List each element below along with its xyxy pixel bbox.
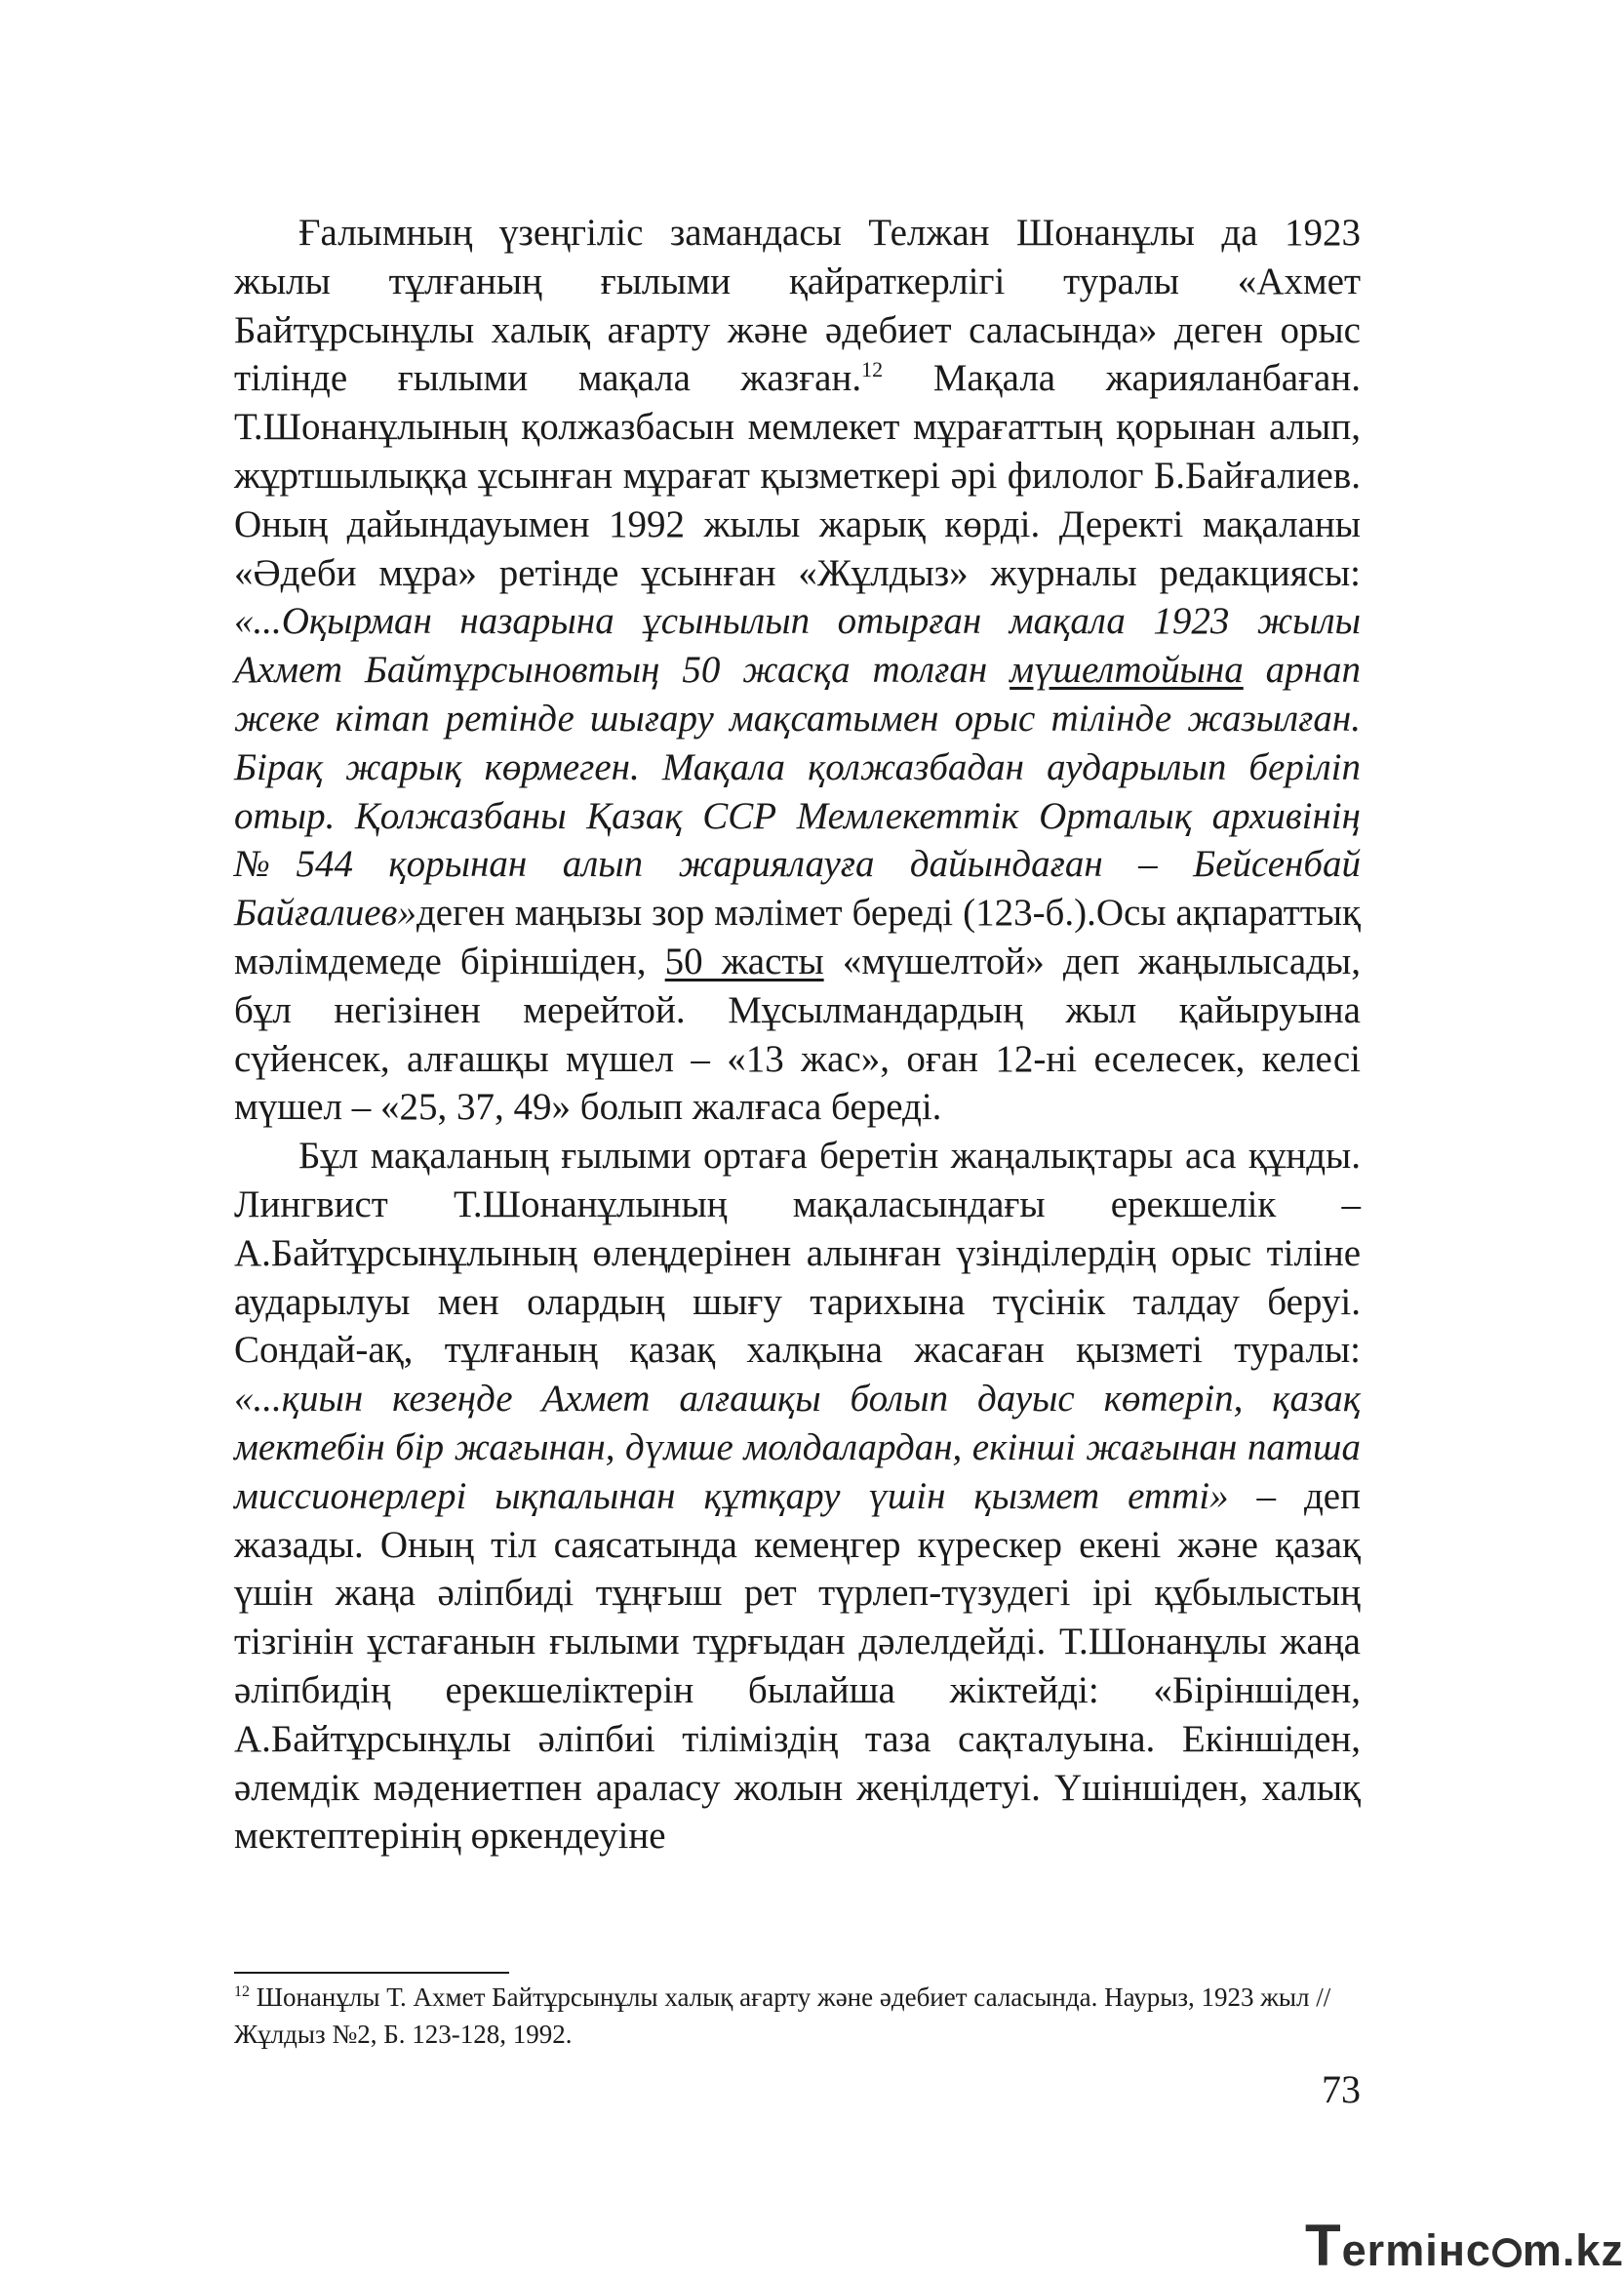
footnote-divider xyxy=(234,1972,509,1974)
footnote-reference[interactable]: 12 xyxy=(861,357,884,382)
paragraph-1-quote-2: арнап жеке кітап ретінде шығару мақсатымен орыс тілінде жазылған. Бірақ жарық көрмеген. Мақала қолжазбадан аударылып беріліп отыр. Қолжазбаны Қазақ ССР Мемлекеттік Орталық архивінің №544 қорынан алып жариялауға дайындаған – Бейсенбай Байғалиев» xyxy=(234,649,1361,935)
site-watermark-logo xyxy=(1305,2213,1624,2278)
footnote xyxy=(234,1979,1361,2053)
watermark-text-2: m.kz xyxy=(1522,2225,1624,2275)
page-body xyxy=(234,209,1361,1861)
watermark-text-1: ermінс xyxy=(1341,2225,1491,2275)
watermark-letter-t: T xyxy=(1305,2213,1342,2278)
paragraph-1 xyxy=(234,209,1361,1132)
paragraph-2-quote: «...қиын кезеңде Ахмет алғашқы болып дауыс көтеріп, қазақ мектебін бір жағынан, дүмше молдалардан, екінші жағынан патша миссионерлері ықпалынан құтқару үшін қызмет етті» xyxy=(234,1378,1361,1517)
paragraph-1-quote-1: «...Оқырман назарына ұсынылып отырған мақала 1923 жылы Ахмет Байтұрсыновтың 50 жасқа толған xyxy=(234,600,1361,692)
page-number: 73 xyxy=(1322,2067,1361,2111)
paragraph-1-text-2: Мақала жарияланбаған. Т.Шонанұлының қолжазбасын мемлекет мұрағаттың қорынан алып, жұртшылыққа ұсынған мұрағат қызметкері әрі филолог Б.Байғалиев. Оның дайындауымен 1992 жылы жарық көрді. Деректі мақаланы «Әдеби мұра» ретінде ұсынған «Жұлдыз» журналы редакциясы: xyxy=(234,357,1361,594)
paragraph-1-text-4: «мүшелтой» деп жаңылысады, бұл негізінен мерейтой. Мұсылмандардың жыл қайыруына сүйенсек, алғашқы мүшел – «13 жас», оған 12-ні еселесек, келесі мүшел – «25, 37, 49» болып жалғаса береді. xyxy=(234,940,1362,1129)
footnote-text: Шонанұлы Т. Ахмет Байтұрсынұлы халық ағарту және әдебиет саласында. Наурыз, 1923 жыл // Жұлдыз №2, Б. 123-128, 1992. xyxy=(234,1982,1331,2049)
paragraph-1-underlined: 50 жасты xyxy=(664,940,824,982)
footnote-marker: 12 xyxy=(234,1983,250,2000)
paragraph-2-text-2: – деп жазады. Оның тіл саясатында кемеңгер күрескер екені және қазақ үшін жаңа әліпбиді тұңғыш рет түрлеп-түзудегі ірі құбылыстың тізгінін ұстағанын ғылыми тұрғыдан дәлелдейді. Т.Шонанұлы жаңа әліпбидің ерекшеліктерін былайша жіктейді: «Біріншіден, А.Байтұрсынұлы әліпбиі тіліміздің таза сақталуына. Екіншіден, әлемдік мәдениетпен араласу жолын жеңілдетуі. Үшіншіден, халық мектептерінің өркендеуіне xyxy=(234,1474,1361,1858)
paragraph-2 xyxy=(234,1132,1361,1861)
paragraph-2-text-1: Бұл мақаланың ғылыми ортаға беретін жаңалықтары аса құнды. Лингвист Т.Шонанұлының мақаласындағы ерекшелік – А.Байтұрсынұлының өлеңдерінен алынған үзінділердің орыс тіліне аударылуы мен олардың шығу тарихына түсінік талдау беруі. Сондай-ақ, тұлғаның қазақ халқына жасаған қызметі туралы: xyxy=(234,1135,1361,1372)
paragraph-1-text-3: деген маңызы зор мәлімет береді (123-б.).Осы ақпараттық мәлімдемеде біріншіден, xyxy=(234,892,1361,982)
paragraph-1-text-1: Ғалымның үзеңгіліс замандасы Телжан Шонанұлы да 1923 жылы тұлғаның ғылыми қайраткерлігі туралы «Ахмет Байтұрсынұлы халық ағарту және әдебиет саласында» деген орыс тілінде ғылыми мақала жазған. xyxy=(234,212,1361,400)
watermark-o-icon xyxy=(1492,2238,1522,2267)
paragraph-1-quote-underlined: мүшелтойына xyxy=(1010,649,1244,692)
